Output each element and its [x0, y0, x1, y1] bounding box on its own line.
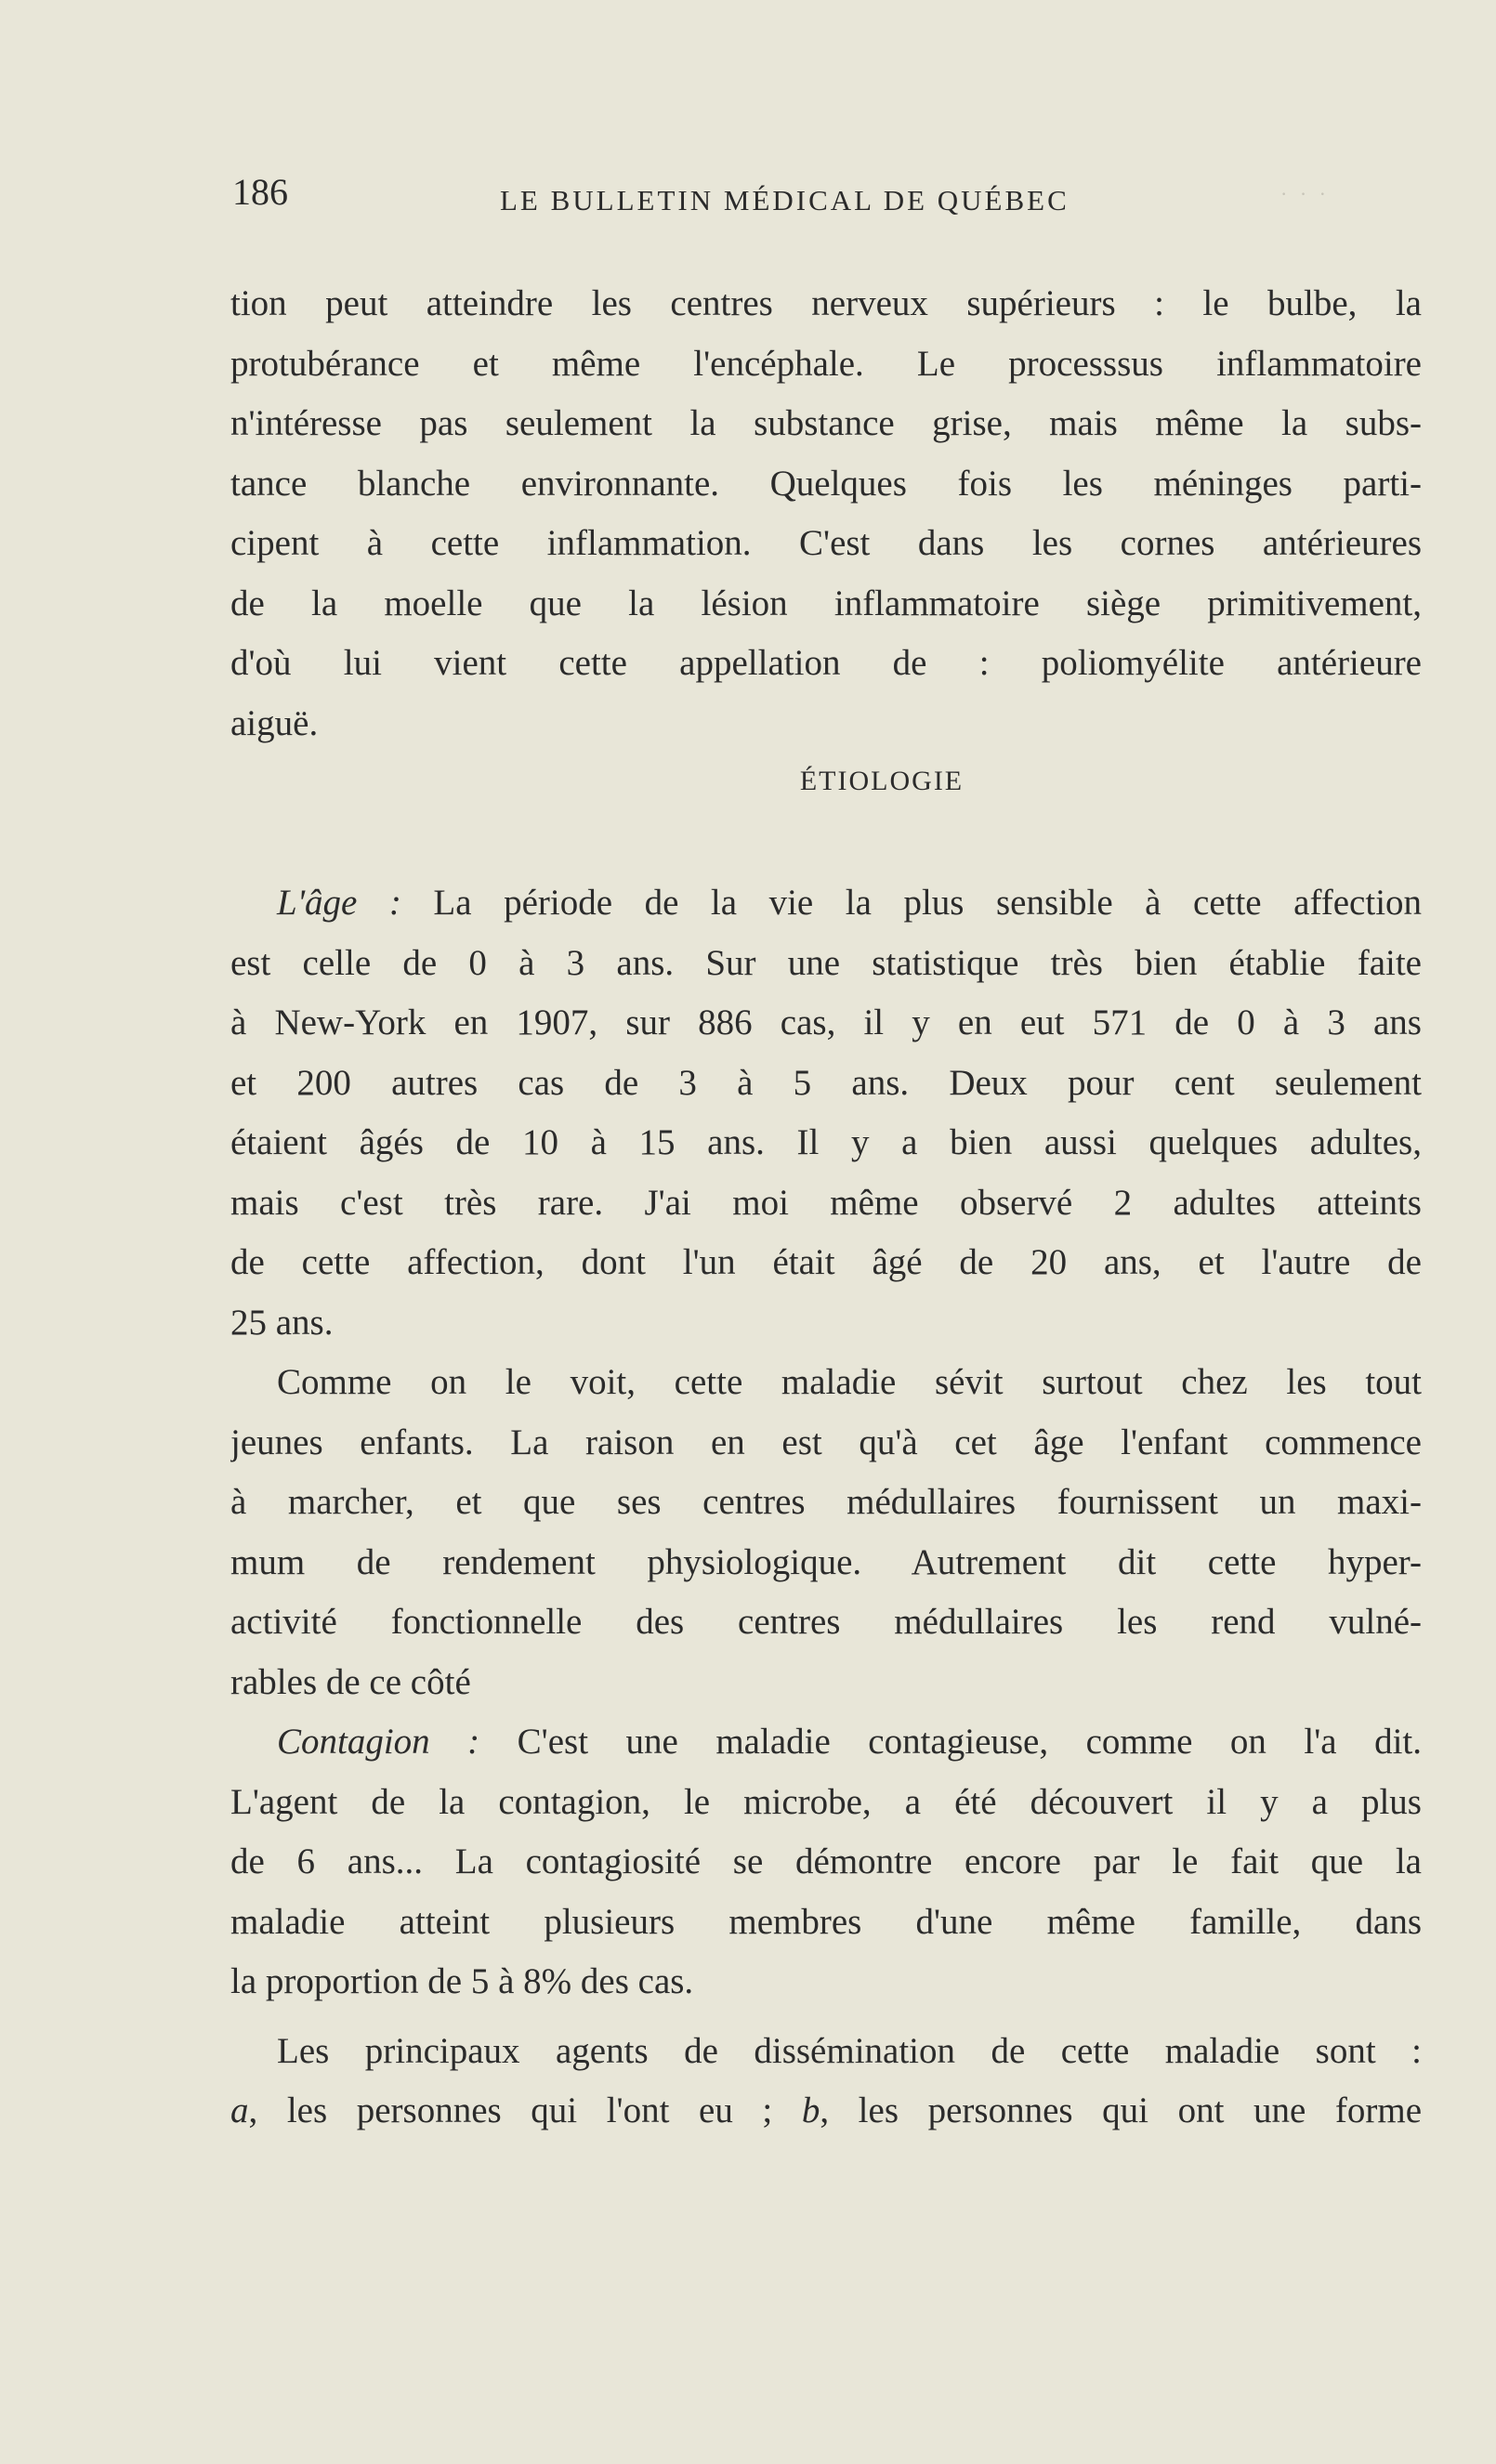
text-line: d'où lui vient cette appellation de : poliomyélite antérieure: [230, 643, 1422, 683]
text-line: mais c'est très rare. J'ai moi même observé 2 adultes atteints: [230, 1182, 1422, 1223]
running-title: LE BULLETIN MÉDICAL DE QUÉBEC: [500, 184, 1070, 216]
paragraph-gap: [230, 2012, 1422, 2022]
text-line: Comme on le voit, cette maladie sévit surtout chez les tout: [277, 1362, 1422, 1402]
text-line: est celle de 0 à 3 ans. Sur une statistique très bien établie faite: [230, 942, 1422, 983]
list-label-a: a: [230, 2090, 249, 2130]
faint-bleed-mark: · · ·: [1280, 182, 1330, 205]
list-label-b: b: [801, 2090, 820, 2130]
text-line: tance blanche environnante. Quelques fois les méninges parti-: [230, 463, 1422, 504]
paragraph-lead-italic: L'âge :: [277, 883, 401, 923]
text-line: rables de ce côté: [230, 1661, 471, 1702]
text-line: jeunes enfants. La raison en est qu'à cet âge l'enfant commence: [230, 1422, 1422, 1462]
text-line: à New-York en 1907, sur 886 cas, il y en eut 571 de 0 à 3 ans: [230, 1003, 1422, 1042]
text-line: L'agent de la contagion, le microbe, a été découvert il y a plus: [230, 1781, 1422, 1822]
text-run: La période de la vie la plus sensible à cette affection: [433, 883, 1422, 923]
paragraph-first-line: [230, 1712, 1422, 1773]
text-line: de 6 ans... La contagiosité se démontre encore par le fait que la: [230, 1841, 1422, 1881]
paragraph-lead-italic: Contagion :: [277, 1722, 480, 1762]
text-line: de la moelle que la lésion inflammatoire siège primitivement,: [230, 583, 1422, 623]
text-line: étaient âgés de 10 à 15 ans. Il y a bien aussi quelques adultes,: [230, 1122, 1422, 1162]
paragraph-first-line: [230, 873, 1422, 934]
text-line: n'intéresse pas seulement la substance grise, mais même la subs-: [230, 403, 1422, 443]
text-line: de cette affection, dont l'un était âgé de 20 ans, et l'autre de: [230, 1242, 1422, 1282]
page-number: 186: [232, 171, 288, 213]
text-line: cipent à cette inflammation. C'est dans les cornes antérieures: [230, 523, 1422, 563]
text-line: maladie atteint plusieurs membres d'une même famille, dans: [230, 1901, 1422, 1942]
text-line: la proportion de 5 à 8% des cas.: [230, 1961, 694, 2001]
text-line: [230, 2081, 1422, 2142]
section-heading: ÉTIOLOGIE: [799, 766, 965, 796]
text-line: à marcher, et que ses centres médullaires fournissent un maxi-: [230, 1482, 1422, 1522]
text-line: et 200 autres cas de 3 à 5 ans. Deux pour cent seulement: [230, 1062, 1422, 1103]
text-line: mum de rendement physiologique. Autrement dit cette hyper-: [230, 1541, 1422, 1582]
text-line: Les principaux agents de dissémination de cette maladie sont :: [277, 2030, 1422, 2071]
text-line: 25 ans.: [230, 1302, 334, 1343]
text-line: activité fonctionnelle des centres médullaires les rend vulné-: [230, 1602, 1422, 1642]
text-run: , les personnes qui ont une forme: [820, 2090, 1422, 2130]
text-line: aiguë.: [230, 702, 319, 743]
text-line: tion peut atteindre les centres nerveux supérieurs : le bulbe, la: [230, 283, 1422, 323]
body-text: [230, 274, 1422, 2142]
text-run: , les personnes qui l'ont eu ;: [248, 2090, 773, 2130]
text-run: C'est une maladie contagieuse, comme on l'a dit.: [517, 1722, 1422, 1762]
text-line: protubérance et même l'encéphale. Le processsus inflammatoire: [230, 343, 1422, 384]
